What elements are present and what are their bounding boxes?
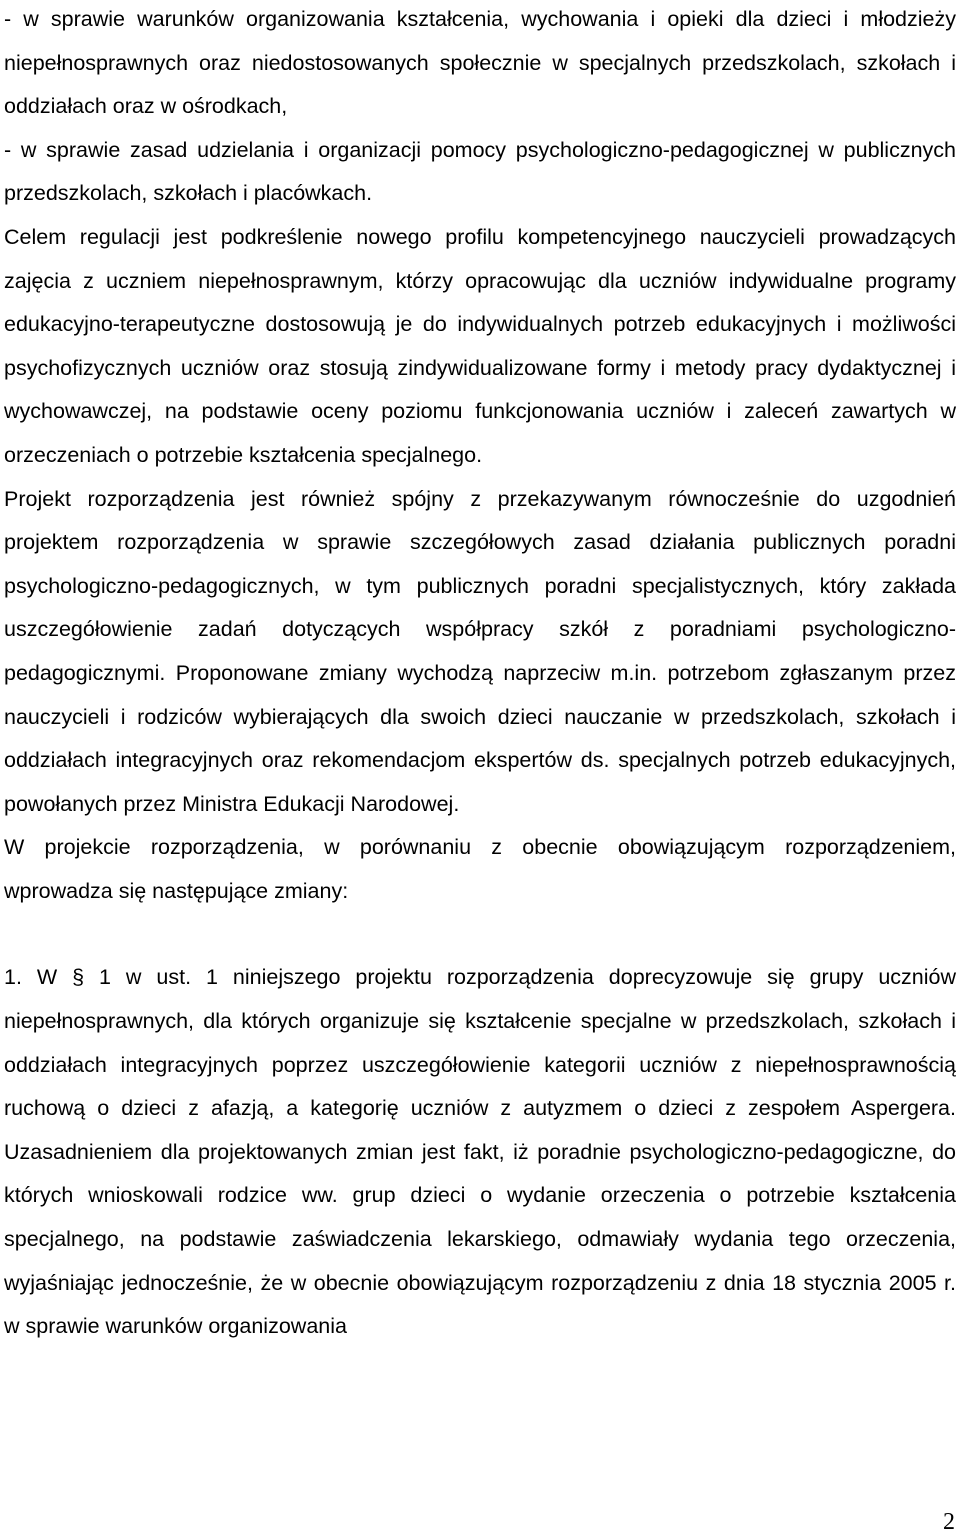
document-page: [4, 0, 956, 1349]
paragraph-list-item-1: - w sprawie warunków organizowania kształcenia, wychowania i opieki dla dzieci i młodzieży niepełnosprawnych oraz niedostosowanych społecznie w specjalnych przedszkolach, szkołach i oddziałach oraz w ośrodkach,: [4, 7, 956, 119]
paragraph-project-consistency: Projekt rozporządzenia jest również spójny z przekazywanym równocześnie do uzgodnień projektem rozporządzenia w sprawie szczegółowych zasad działania publicznych poradni psychologiczno-pedagogicznych, w tym publicznych poradni specjalistycznych, który zakłada uszczegółowienie zadań dotyczących współpracy szkół z poradniami psychologiczno-pedagogicznymi. Proponowane zmiany wychodzą naprzeciw m.in. potrzebom zgłaszanym przez nauczycieli i rodziców wybierających dla swoich dzieci nauczanie w przedszkolach, szkołach i oddziałach integracyjnych oraz rekomendacjom ekspertów ds. specjalnych potrzeb edukacyjnych, powołanych przez Ministra Edukacji Narodowej.: [4, 486, 956, 816]
paragraph-spacer: [4, 913, 956, 956]
paragraph-list-item-2: - w sprawie zasad udzielania i organizacji pomocy psychologiczno-pedagogicznej w publicznych przedszkolach, szkołach i placówkach.: [4, 137, 956, 206]
page-number: 2: [943, 1509, 955, 1535]
paragraph-regulation-goal: Celem regulacji jest podkreślenie nowego profilu kompetencyjnego nauczycieli prowadzących zajęcia z uczniem niepełnosprawnym, którzy opracowując dla uczniów indywidualne programy edukacyjno-terapeutyczne dostosowują je do indywidualnych potrzeb edukacyjnych i możliwości psychofizycznych uczniów oraz stosują zindywidualizowane formy i metody pracy dydaktycznej i wychowawczej, na podstawie oceny poziomu funkcjonowania uczniów i zaleceń zawartych w orzeczeniach o potrzebie kształcenia specjalnego.: [4, 224, 956, 467]
paragraph-changes-intro: W projekcie rozporządzenia, w porównaniu z obecnie obowiązującym rozporządzeniem, wprowadza się następujące zmiany:: [4, 835, 956, 903]
paragraph-change-1: 1. W § 1 w ust. 1 niniejszego projektu rozporządzenia doprecyzowuje się grupy uczniów niepełnosprawnych, dla których organizuje się kształcenie specjalne w przedszkolach, szkołach i oddziałach integracyjnych poprzez uszczegółowienie kategorii uczniów z niepełnosprawnością ruchową o dzieci z afazją, a kategorię uczniów z autyzmem o dzieci z zespołem Aspergera. Uzasadnieniem dla projektowanych zmian jest fakt, iż poradnie psychologiczno-pedagogiczne, do których wnioskowali rodzice ww. grup dzieci o wydanie orzeczenia o potrzebie kształcenia specjalnego, na podstawie zaświadczenia lekarskiego, odmawiały wydania tego orzeczenia, wyjaśniając jednocześnie, że w obecnie obowiązującym rozporządzeniu z dnia 18 stycznia 2005 r. w sprawie warunków organizowania: [4, 965, 956, 1339]
